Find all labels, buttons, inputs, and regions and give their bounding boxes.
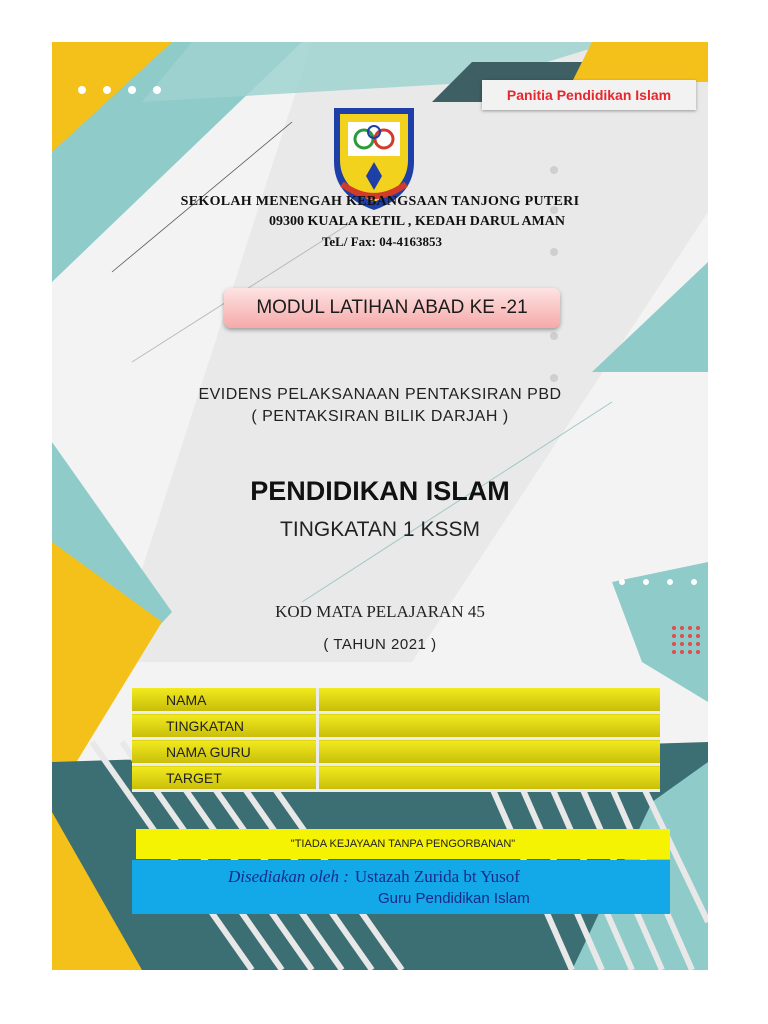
form-value-field[interactable] [318,713,661,739]
form-label: TARGET [132,765,318,791]
form-label: TINGKATAN [132,713,318,739]
form-label: NAMA [132,688,318,713]
form-value-field[interactable] [318,765,661,791]
form-row-nama [132,688,660,713]
credit-banner [132,860,670,914]
motto-banner: "TIADA KEJAYAAN TANPA PENGORBANAN" [136,829,670,859]
credit-role: Guru Pendidikan Islam [378,890,530,907]
form-row-tingkatan [132,713,660,739]
evidens-line2: ( PENTAKSIRAN BILIK DARJAH ) [251,408,509,425]
form-value-field[interactable] [318,739,661,765]
student-info-form [132,688,660,792]
school-name: SEKOLAH MENENGAH KEBANGSAAN TANJONG PUTERI [180,194,580,209]
module-title-badge: MODUL LATIHAN ABAD KE -21 [224,288,560,328]
school-address: 09300 KUALA KETIL , KEDAH DARUL AMAN [269,214,565,229]
subject-code: KOD MATA PELAJARAN 45 [275,602,485,621]
subject-title: PENDIDIKAN ISLAM [250,476,510,506]
panitia-tag: Panitia Pendidikan Islam [482,80,696,110]
cover-page [52,42,708,970]
credit-prefix: Disediakan oleh : [228,867,349,886]
subject-level: TINGKATAN 1 KSSM [280,518,480,541]
credit-line [228,867,520,887]
form-row-nama-guru [132,739,660,765]
credit-author: Ustazah Zurida bt Yusof [354,867,520,886]
school-phone: TeL/ Fax: 04-4163853 [321,234,443,249]
evidens-line1: EVIDENS PELAKSANAAN PENTAKSIRAN PBD [198,386,562,403]
form-value-field[interactable] [318,688,661,713]
academic-year: ( TAHUN 2021 ) [323,636,437,653]
form-row-target [132,765,660,791]
form-label: NAMA GURU [132,739,318,765]
bg-yellow-topright [572,42,708,82]
